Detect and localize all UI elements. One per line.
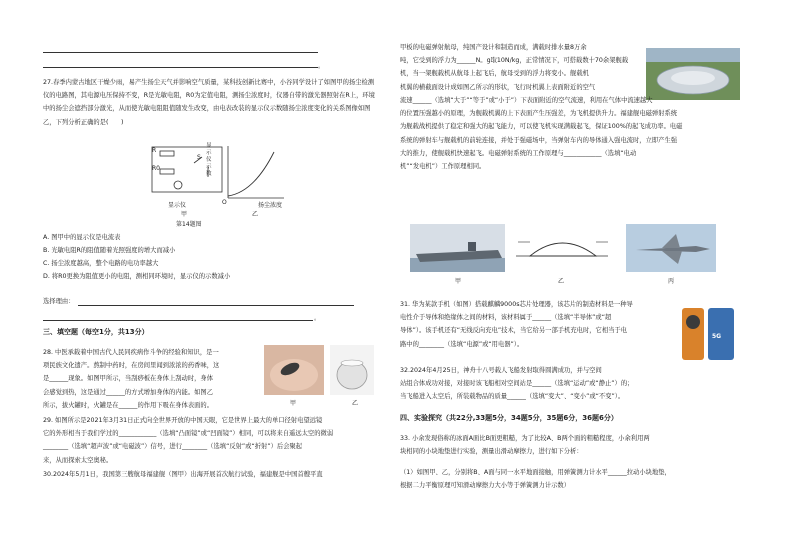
reason-line-2 [43, 320, 313, 321]
phone-5g-badge: 5G [712, 333, 722, 340]
top-answer-line-2 [43, 67, 318, 68]
reason-label: 选择理由： [43, 298, 75, 305]
question-30-start [43, 468, 388, 481]
q33-1-line-2: 根据二力平衡原理可知滑动摩擦力大小等于弹簧测力计示数） [400, 482, 571, 490]
q30-line-5: 流速______（选填“大于”“等于”或“小于”）下表面附近的空气流速，利用在气体中流速越大 [400, 97, 653, 104]
reason-period: 。 [314, 315, 321, 322]
q31-line-4: 路中的________（选填“电源”或“用电器”）。 [400, 340, 524, 348]
q30-line-1: 甲板的电磁弹射航母，纯国产设计和制造而成，满载时排水量8万余 [400, 44, 587, 51]
q32-line-1: 32.2024年4月25日，神舟十八号载人飞船发射取得圆满成功，并与空间 [400, 367, 602, 374]
q30-bing-label: 丙 [668, 278, 675, 285]
fig14-s-label: S [197, 154, 201, 161]
section-3-heading: 三、填空题（每空1分，共13分） [43, 328, 149, 336]
q28-line-1: 28. 中医承载着中国古代人民同疾病作斗争的经验和知识，是一 [43, 349, 219, 356]
q27-text: 27.春季内蒙古地区干燥少雨，易产生扬尘天气并影响空气质量，某科技创新比赛中，小谷同学设计了如图甲的扬尘检测仪的电路图，其电源电压保持不变，R是光敏电阻，R0为定值电阻，测扬尘浓度时，仪器自带的激光器照射在R上，环境中的扬尘会遮挡部分激光，从而使光敏电阻阻值随发生改变，由电表改装的显示仪示数随扬尘浓度变化的关系图像如图乙，下列分析正确的是( ) [43, 79, 375, 126]
fig14-display-label: 显示仪 [168, 202, 187, 209]
question-31 [400, 298, 680, 351]
q31-line-2: 电性介于导体和绝缘体之间的材料，该材料属于______（选填“半导体”或“超 [400, 314, 612, 322]
wing-cross-section [512, 230, 612, 266]
aircraft-carrier-photo [410, 224, 505, 272]
fig14-r0-label: R0 [152, 165, 160, 172]
question-30-cont-top [400, 41, 640, 94]
q30-line-2: 吨，它受到的浮力为______N。g取10N/kg，正常情况下，可搭载数十70余架舰载 [400, 57, 629, 65]
question-28 [43, 346, 263, 412]
q32-line-2: 站组合体成功对接，对接时该飞船相对空间站是______（选填“运动”或“静止”）的； [400, 380, 634, 388]
q29-line-3: ________（选填“超声波”或“电磁波”）信号，进行________（选填“反射”或“折射”）后会聚起 [43, 443, 303, 451]
smartphone-photo [680, 306, 738, 362]
q30-line-8: 系统的弹射车与舰载机的前轮连接，并处于强磁场中，当弹射车内的导体通入强电流时，立即产生强 [400, 136, 678, 144]
q28-jia-label: 甲 [290, 400, 297, 407]
q30-start: 30.2024年5月1日，我国第三艘航母福建舰（图甲）出海开展首次航行试验，福建舰是中国首艘平直 [43, 471, 323, 478]
section-4-heading: 四、实验探究（共22分,33题5分，34题5分，35题6分，36题6分） [400, 414, 618, 422]
q29-line-2: 它的外形相当于我们学过的____________（选填“凸面镜”或“凹面镜”）相同，可以将来自遥远太空的微弱 [43, 430, 334, 438]
fig14-r-label: R [152, 147, 157, 154]
q30-line-10: 机”“发电机”）工作原理相同。 [400, 163, 486, 171]
graph-axis-x: 扬尘浓度 [258, 202, 283, 209]
fig14-yi-label: 乙 [252, 211, 259, 218]
q30-jia-label: 甲 [455, 278, 462, 285]
q28-line-2: 项民族文化遗产。熬制中药时，在房间里闻到浓浓的药香味，这 [43, 362, 220, 370]
option-a: A. 图甲中的显示仪是电流表 [43, 234, 121, 241]
question-27 [43, 76, 380, 129]
reason-line-1 [78, 305, 354, 306]
option-b: B. 光敏电阻R的阻值随着光照强度的增大而减小 [43, 247, 176, 254]
gua-sha-photo [264, 345, 324, 395]
q29-line-4: 来，从而探索太空奥秘。 [43, 456, 113, 464]
option-c: C. 扬尘浓度越高，整个电路的电功率越大 [43, 260, 159, 267]
q30-yi-label: 乙 [558, 278, 565, 285]
q27-options [43, 231, 380, 283]
cupping-photo [330, 345, 374, 395]
q30-line-4: 机翼的横截面设计成如图乙所示的形状，飞行时机翼上表面附近的空气 [400, 83, 596, 91]
q28-line-5: 所示，拔火罐时，火罐是在______的作用下吸在身体表面的。 [43, 401, 214, 409]
q32-line-3: 当飞船进入太空后，所装载物品的质量______（选填“变大”、“变小”或“不变”）。 [400, 393, 625, 401]
q33-1-line-1: （1）如图甲、乙，分别将B、A面与同一水平地面接触，用弹簧测力计水平______拉动小块地垫， [400, 469, 671, 476]
q28-line-3: 是______现象。如图甲所示，当刮痧板在身体上刮动时，身体 [43, 375, 214, 383]
fighter-jet-photo [626, 224, 716, 272]
q28-yi-label: 乙 [352, 400, 359, 407]
q31-line-1: 31. 华为某款手机（如图）搭载麒麟9000s芯片处理器，该芯片的制造材料是一种导 [400, 301, 633, 308]
graph-axis-y: 显示仪示数 [206, 143, 212, 177]
period-mark: 。 [318, 63, 325, 70]
option-d: D. 将R0更换为阻值更小的电阻，测相同环境时，显示仪的示数减小 [43, 273, 231, 280]
fast-telescope-photo [646, 48, 740, 100]
q30-line-6: 的位置压强越小的原理，为舰载机翼的上下表面产生压强差，为飞机提供升力。福建舰电磁弹射系统 [400, 110, 678, 118]
fig14-jia-label: 甲 [181, 211, 188, 218]
graph-yi [214, 142, 289, 207]
q31-line-3: 导体”）。该手机还有“无线反向充电”技术，当它给另一部手机充电时，它相当于电 [400, 327, 628, 335]
q30-line-3: 机，当一架舰载机从航母上起飞后，航母受到的浮力将变小。舰载机 [400, 70, 589, 78]
question-30-cont [400, 94, 745, 173]
q29-line-1: 29. 如图所示是2021年3月31日正式向全世界开放的中国天眼，它是世界上最大的单口径射电望远镜 [43, 417, 323, 424]
fig14-caption: 第14题图 [176, 221, 202, 228]
q33-line-1: 33. 小余发现俗称的冰面A面比B面更粗糙，为了比较A、B两个面的粗糙程度，小余利用两 [400, 435, 650, 442]
question-33-part-1 [400, 466, 745, 492]
question-29 [43, 414, 388, 467]
q33-line-2: 块相同的小块地垫进行实验，测量出滑动摩擦力，进行如下分析： [400, 448, 583, 456]
q28-line-4: 会感觉到热，这是通过______的方式增加身体的内能。如图乙 [43, 388, 214, 396]
q30-line-9: 大的推力，使舰载机快速起飞。电磁弹射系统的工作原理与____________（选填“电动 [400, 149, 637, 157]
top-answer-line-1 [43, 52, 318, 53]
graph-origin: O [222, 199, 227, 206]
question-33 [400, 432, 745, 458]
q30-line-7: 为舰载战机提供了稳定和强大的起飞能力，可以使飞机实现满载起飞，保证100%的起飞成功率。电磁 [400, 123, 683, 131]
question-32 [400, 364, 745, 404]
